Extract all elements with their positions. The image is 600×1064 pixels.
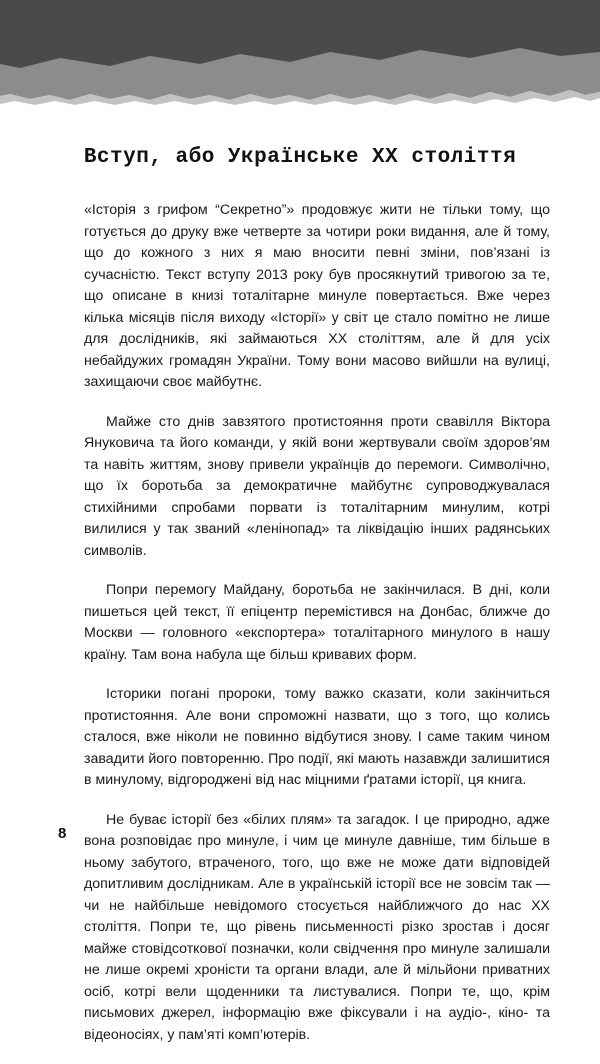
paragraph: «Історія з грифом “Секретно”» продовжує жити не тільки тому, що готується до друку вже четверте за чотири роки видання, але й тому, що до кожного з них я маю вносити певні зміни, пов’язані із сучасністю. Текст вступу 2013 року був просякнутий тривогою за те, що описане в книзі тоталітарне минуле повертається. Вже через кілька місяців після виходу «Історії» у світ це стало помітно не лише для дослідників, які займаються ХХ століттям, але й для усіх небайдужих громадян України. Тому вони масово вийшли на вулиці, захищаючи своє майбутнє.	[84, 202, 550, 390]
paragraph: Попри перемогу Майдану, боротьба не закінчилася. В дні, коли пишеться цей текст, її епіцентр перемістився на Донбас, ближче до Москви — головного «експортера» тоталітарного минулого в нашу країну. Там вона набула ще більш кривавих форм.	[84, 582, 550, 663]
paragraph: Не буває історії без «білих плям» та загадок. І це природно, адже вона розповідає про минуле, і чим це минуле давніше, тим більше в ньому забутого, втраченого, того, що вже не може дати відповідей допитливим дослідникам. Але в українській історії все не зовсім так — чи не найбільше невідомого стосується найближчого до нас ХХ століття. Попри те, що рівень письменності різко зростав і досяг майже стовідсоткової позначки, коли свідчення про минуле залишали не лише окремі хроністи та органи влади, але й мільйони приватних осіб, котрі вели щоденники та листувалися. Попри те, що, крім письмових джерел, інформацію вже фіксували і на аудіо-, кіно- та відеоносіях, у пам’яті комп’ютерів.	[84, 811, 550, 1043]
page-number: 8	[58, 825, 67, 842]
torn-paper-header-graphic	[0, 0, 600, 110]
body-text	[84, 200, 550, 1064]
chapter-title: Вступ, або Українське ХХ століття	[83, 146, 517, 169]
paragraph: Майже сто днів завзятого протистояння проти свавілля Віктора Януковича та його команди, у якій вони жертвували своїм здоров’ям та навіть життям, знову привели українців до перемоги. Символічно, що їх боротьба за демократичне майбутнє супроводжувалася стихійними спробами порвати із тоталітарним минулим, котрі вилилися у так званий «ленінопад» та ліквідацію інших радянських символів.	[84, 413, 550, 559]
paragraph: Історики погані пророки, тому важко сказати, коли закінчиться протистояння. Але вони спроможні назвати, що з того, що колись сталося, вже ніколи не повинно відбутися знову. І саме таким чином завадити його повторенню. Про події, які мають назавжди залишитися в минулому, відгороджені від нас міцними ґратами історії, ця книга.	[84, 686, 550, 788]
